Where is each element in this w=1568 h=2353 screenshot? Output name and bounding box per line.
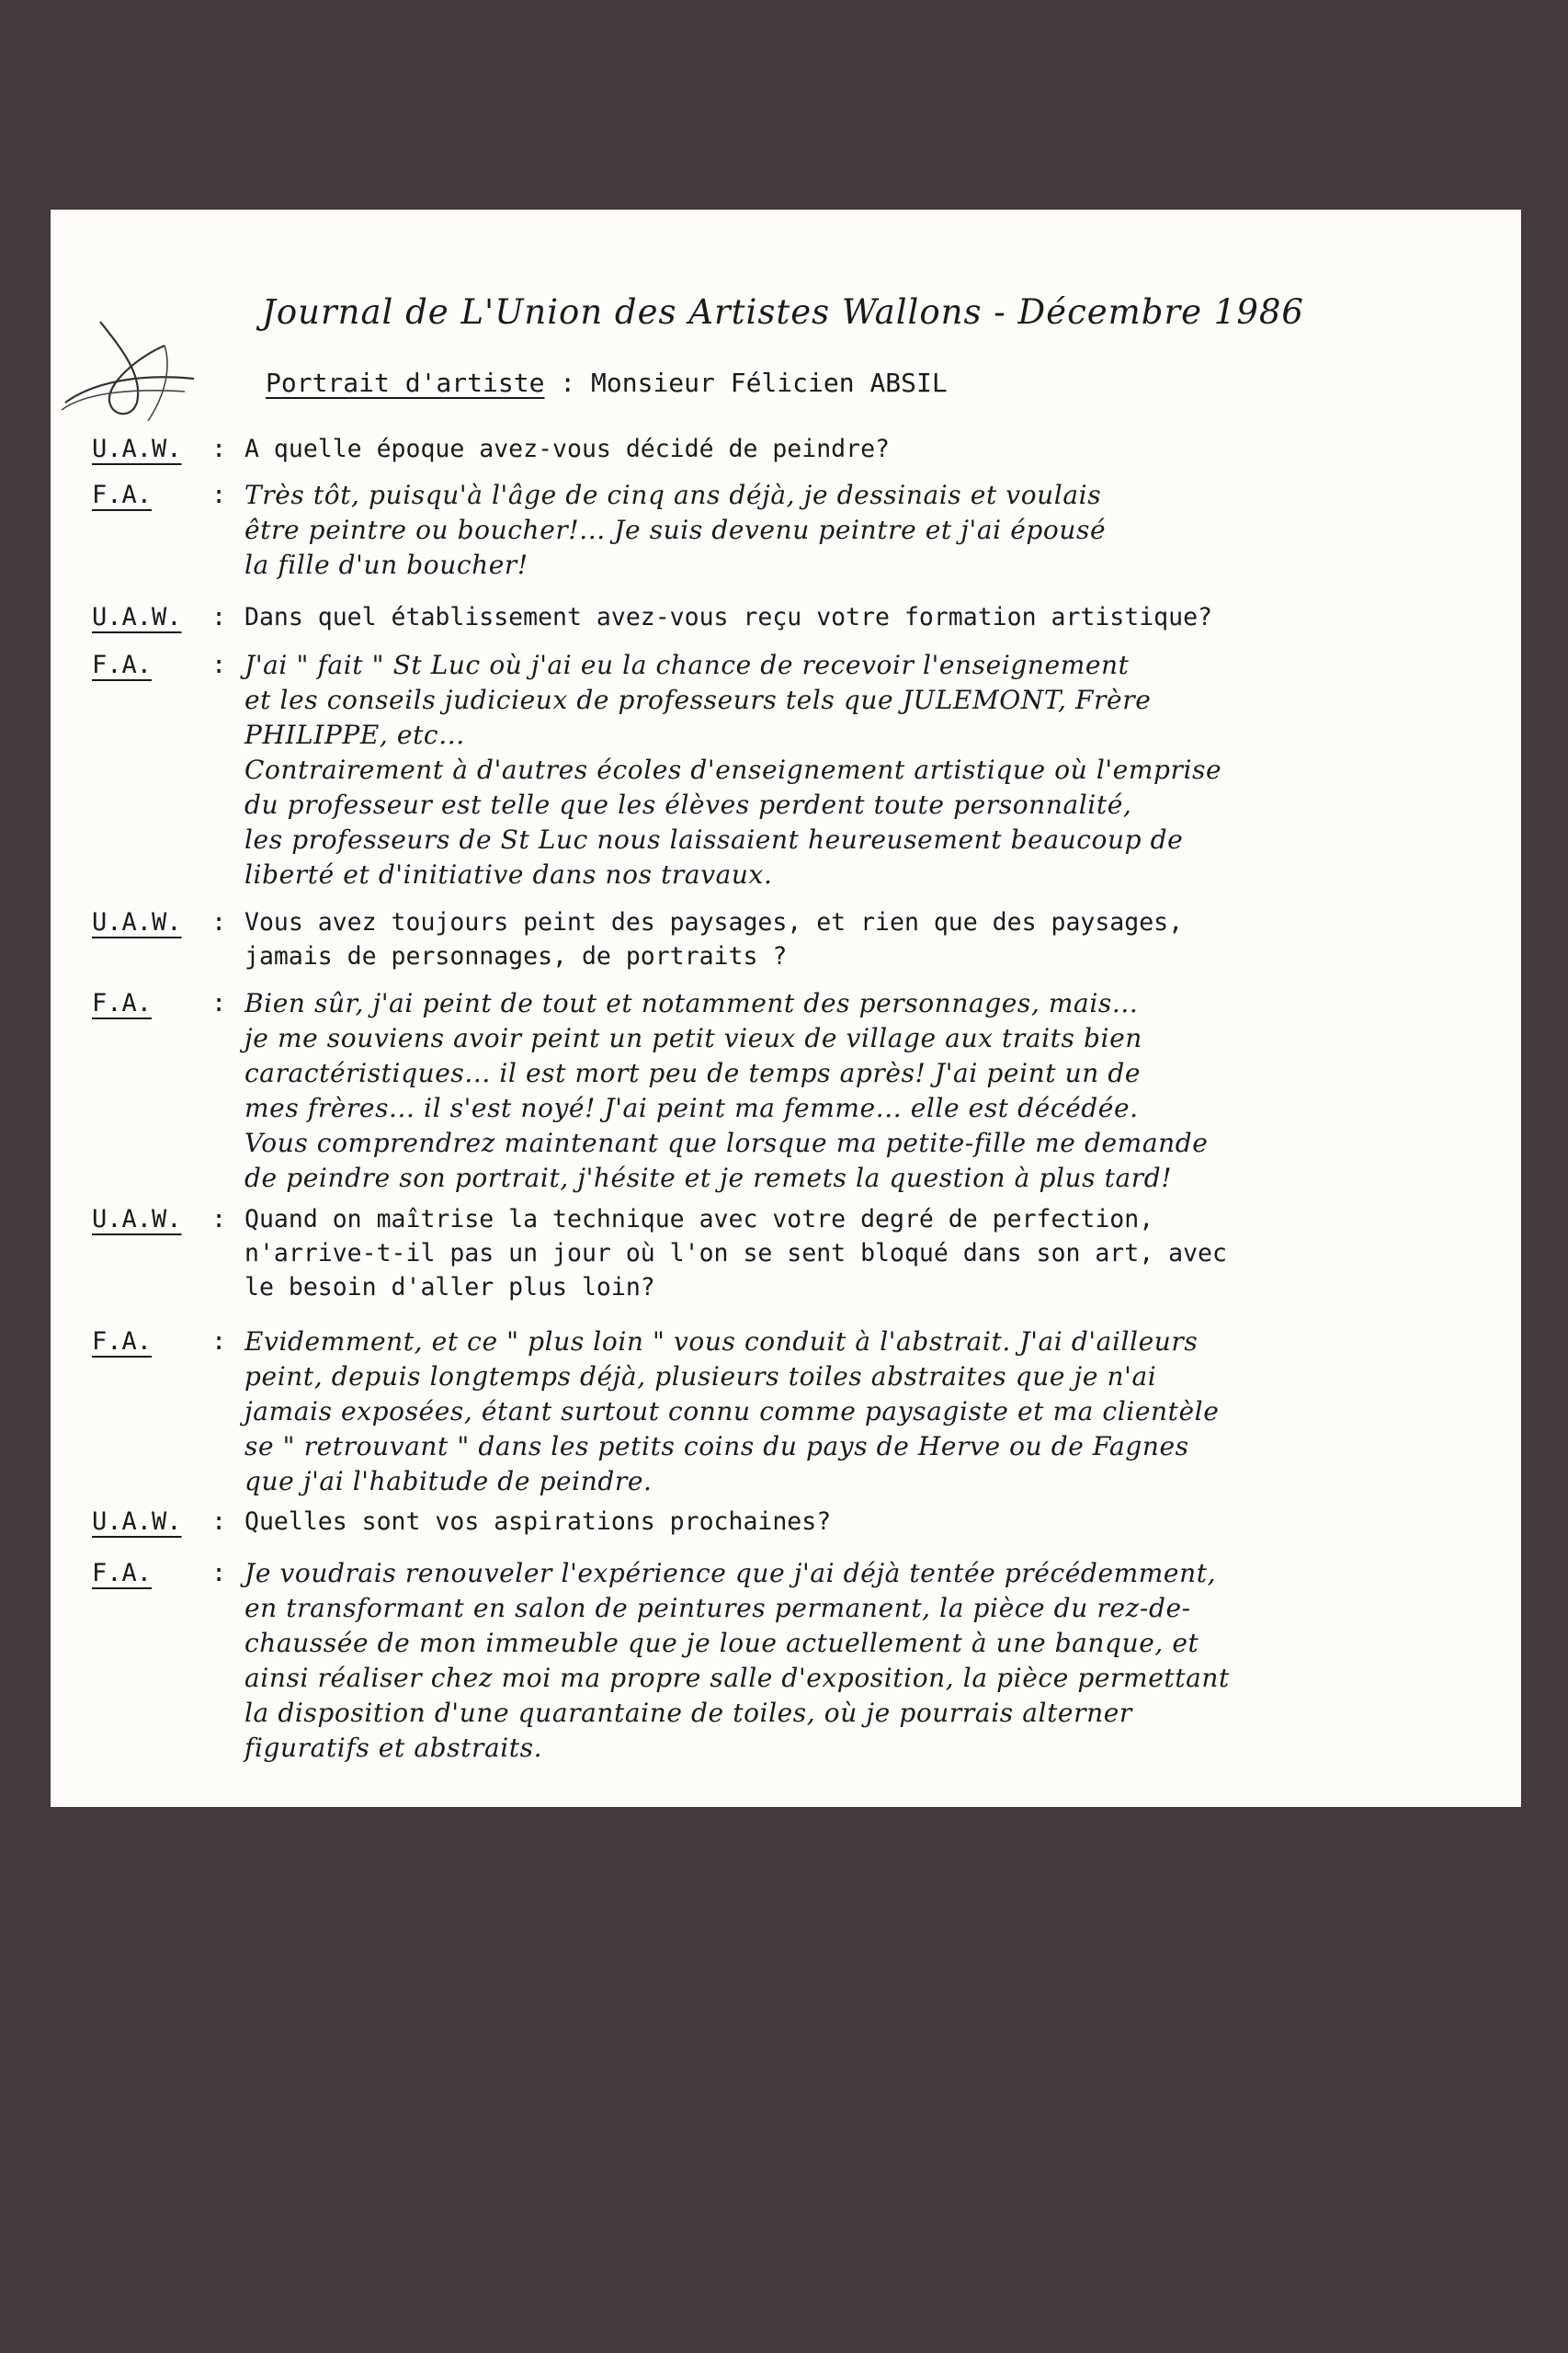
portrait-subject: : Monsieur Félicien ABSIL [544, 368, 948, 398]
text-line: mes frères... il s'est noyé! J'ai peint ma femme... elle est décédée. [244, 1093, 1139, 1123]
text-line: Evidemment, et ce " plus loin " vous conduit à l'abstrait. J'ai d'ailleurs [244, 1326, 1199, 1357]
text-line: Quelles sont vos aspirations prochaines? [244, 1507, 832, 1536]
journal-title: Journal de L'Union des Artistes Wallons - Décembre 1986 [262, 292, 1304, 332]
handwritten-mark-icon [56, 265, 231, 421]
text-line: et les conseils judicieux de professeurs tels que JULEMONT, Frère [244, 685, 1152, 715]
text-line: de peindre son portrait, j'hésite et je remets la question à plus tard! [244, 1163, 1173, 1193]
question-text [244, 435, 1513, 469]
text-line: Vous comprendrez maintenant que lorsque ma petite-fille me demande [244, 1128, 1209, 1158]
text-line: Bien sûr, j'ai peint de tout et notamment des personnages, mais... [244, 988, 1139, 1018]
text-line: la disposition d'une quarantaine de toiles, où je pourrais alterner [244, 1698, 1132, 1728]
colon: : [211, 651, 227, 679]
question-text [244, 1507, 1513, 1541]
colon: : [211, 435, 227, 463]
text-line: Très tôt, puisqu'à l'âge de cinq ans déjà, je dessinais et voulais [244, 480, 1102, 510]
colon: : [211, 481, 227, 509]
answer-text [244, 648, 1513, 892]
question-text [244, 1205, 1513, 1307]
text-line: jamais exposées, étant surtout connu comme paysagiste et ma clientèle [244, 1396, 1220, 1427]
text-line: peint, depuis longtemps déjà, plusieurs toiles abstraites que je n'ai [244, 1361, 1157, 1392]
answer-text [244, 1324, 1513, 1499]
answer-text [244, 478, 1513, 583]
speaker-label: U.A.W. [92, 435, 182, 463]
text-line: en transformant en salon de peintures permanent, la pièce du rez-de- [244, 1593, 1191, 1623]
speaker-label: U.A.W. [92, 1507, 182, 1536]
text-line: se " retrouvant " dans les petits coins du pays de Herve ou de Fagnes [244, 1431, 1189, 1461]
colon: : [211, 908, 227, 937]
text-line: Dans quel établissement avez-vous reçu votre formation artistique? [244, 603, 1212, 631]
text-line: Je voudrais renouveler l'expérience que j'ai déjà tentée précédemment, [244, 1558, 1217, 1588]
text-line: Quand on maîtrise la technique avec votre degré de perfection, [244, 1205, 1154, 1233]
text-line: être peintre ou boucher!... Je suis devenu peintre et j'ai épousé [244, 515, 1107, 545]
text-line: caractéristiques... il est mort peu de temps après! J'ai peint un de [244, 1058, 1142, 1088]
text-line: Vous avez toujours peint des paysages, et rien que des paysages, [244, 908, 1184, 937]
text-line: Contrairement à d'autres écoles d'enseignement artistique où l'emprise [244, 755, 1222, 785]
colon: : [211, 1559, 227, 1587]
speaker-label: U.A.W. [92, 1205, 182, 1233]
text-line: que j'ai l'habitude de peindre. [244, 1466, 653, 1496]
text-line: la fille d'un boucher! [244, 550, 528, 580]
answer-text [244, 1556, 1513, 1766]
answer-text [244, 986, 1513, 1196]
text-line: J'ai " fait " St Luc où j'ai eu la chance de recevoir l'enseignement [244, 650, 1130, 680]
speaker-label: F.A. [92, 1327, 153, 1356]
text-line: n'arrive-t-il pas un jour où l'on se sent bloqué dans son art, avec [244, 1239, 1227, 1267]
text-line: PHILIPPE, etc... [244, 720, 465, 750]
text-line: jamais de personnages, de portraits ? [244, 942, 788, 971]
question-text [244, 908, 1513, 976]
text-line: figuratifs et abstraits. [244, 1733, 543, 1763]
speaker-label: F.A. [92, 481, 153, 509]
text-line: le besoin d'aller plus loin? [244, 1273, 655, 1302]
portrait-label: Portrait d'artiste [266, 368, 545, 398]
colon: : [211, 989, 227, 1017]
colon: : [211, 1327, 227, 1356]
text-line: du professeur est telle que les élèves perdent toute personnalité, [244, 790, 1132, 820]
colon: : [211, 1205, 227, 1233]
speaker-label: F.A. [92, 989, 153, 1017]
speaker-label: U.A.W. [92, 908, 182, 937]
portrait-heading [266, 368, 948, 398]
colon: : [211, 603, 227, 631]
text-line: les professeurs de St Luc nous laissaient heureusement beaucoup de [244, 824, 1184, 855]
text-line: ainsi réaliser chez moi ma propre salle d'exposition, la pièce permettant [244, 1663, 1230, 1693]
document-page [51, 210, 1521, 1807]
text-line: chaussée de mon immeuble que je loue actuellement à une banque, et [244, 1628, 1199, 1658]
speaker-label: U.A.W. [92, 603, 182, 631]
colon: : [211, 1507, 227, 1536]
question-text [244, 603, 1513, 637]
text-line: liberté et d'initiative dans nos travaux. [244, 859, 773, 890]
speaker-label: F.A. [92, 651, 153, 679]
text-line: A quelle époque avez-vous décidé de peindre? [244, 435, 890, 463]
text-line: je me souviens avoir peint un petit vieux de village aux traits bien [244, 1023, 1142, 1053]
speaker-label: F.A. [92, 1559, 153, 1587]
